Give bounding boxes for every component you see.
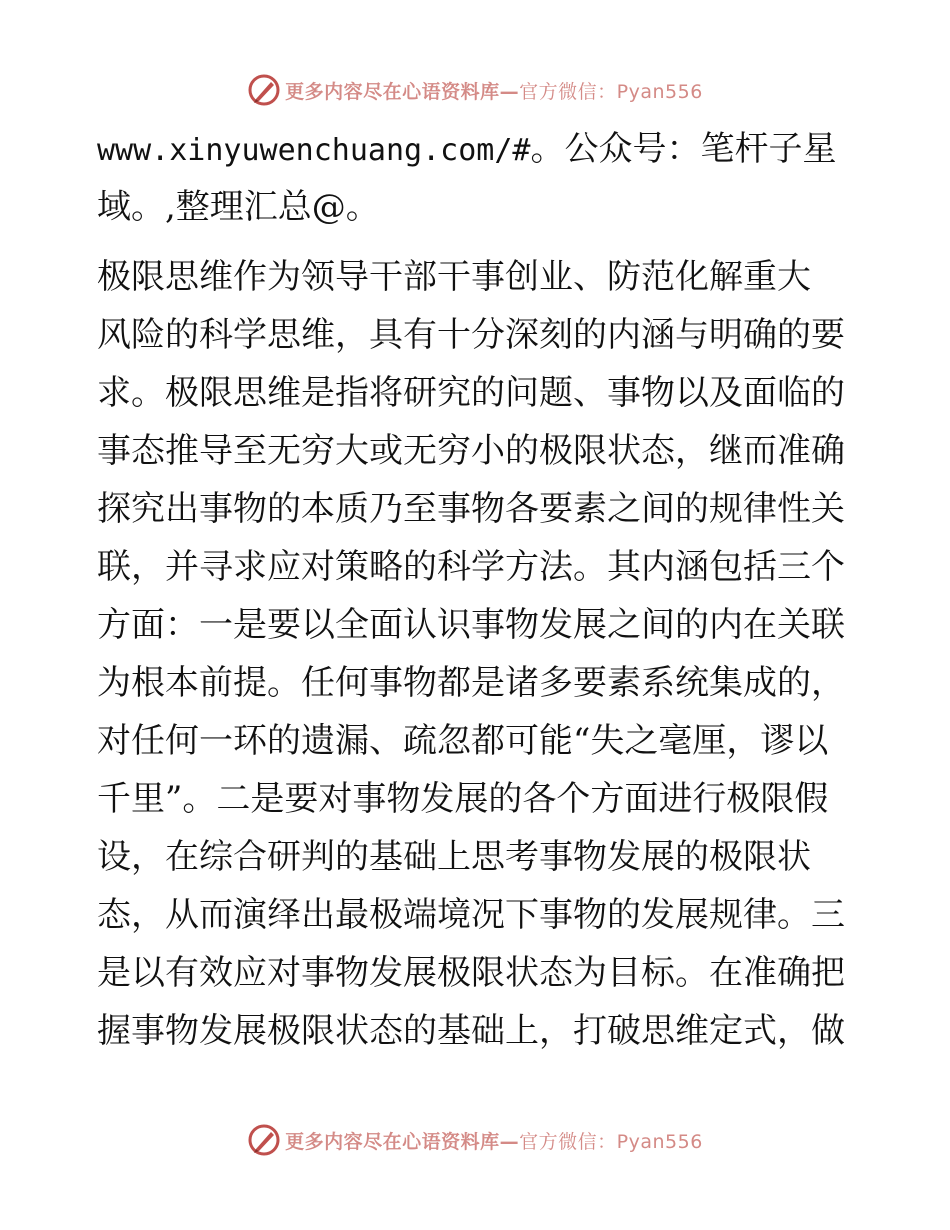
paragraph-line: 方面：一是要以全面认识事物发展之间的内在关联 xyxy=(97,605,845,645)
paragraph-line: 态，从而演绎出最极端境况下事物的发展规律。三 xyxy=(97,895,845,935)
banner-text: 更多内容尽在心语资料库—官方微信：Pyan556 xyxy=(285,1130,703,1153)
header-banner xyxy=(0,70,950,110)
pen-circle-logo-icon xyxy=(247,1123,281,1157)
paragraph-line: 风险的科学思维，具有十分深刻的内涵与明确的要 xyxy=(97,315,845,355)
paragraph-line: 设，在综合研判的基础上思考事物发展的极限状 xyxy=(97,837,811,877)
paragraph-line: 事态推导至无穷大或无穷小的极限状态，继而准确 xyxy=(97,431,845,471)
paragraph-line: 求。极限思维是指将研究的问题、事物以及面临的 xyxy=(97,373,845,413)
banner-text: 更多内容尽在心语资料库—官方微信：Pyan556 xyxy=(285,80,703,103)
paragraph-line: 为根本前提。任何事物都是诸多要素系统集成的， xyxy=(97,663,845,703)
wechat-id: 官方微信：Pyan556 xyxy=(519,1130,703,1153)
intro-line-1 xyxy=(97,120,857,178)
paragraph xyxy=(97,248,857,1060)
paragraph-line: 握事物发展极限状态的基础上，打破思维定式，做 xyxy=(97,1011,845,1051)
paragraph-line: 极限思维作为领导干部干事创业、防范化解重大 xyxy=(97,257,811,297)
footer-banner xyxy=(0,1120,950,1160)
intro-line-1-rest: 。公众号：笔杆子星 xyxy=(530,129,837,169)
wechat-id: 官方微信：Pyan556 xyxy=(519,80,703,103)
document-body xyxy=(97,120,857,1060)
pen-circle-logo-icon xyxy=(247,73,281,107)
paragraph-line: 千里”。二是要对事物发展的各个方面进行极限假 xyxy=(97,779,829,819)
paragraph-line: 探究出事物的本质乃至事物各要素之间的规律性关 xyxy=(97,489,845,529)
paragraph-line: 联，并寻求应对策略的科学方法。其内涵包括三个 xyxy=(97,547,845,587)
intro-line-2: 域。,整理汇总@。 xyxy=(97,187,380,227)
paragraph-line: 是以有效应对事物发展极限状态为目标。在准确把 xyxy=(97,953,845,993)
paragraph-line: 对任何一环的遗漏、疏忽都可能“失之毫厘，谬以 xyxy=(97,721,829,761)
source-url: www.xinyuwenchuang.com/# xyxy=(97,133,531,168)
